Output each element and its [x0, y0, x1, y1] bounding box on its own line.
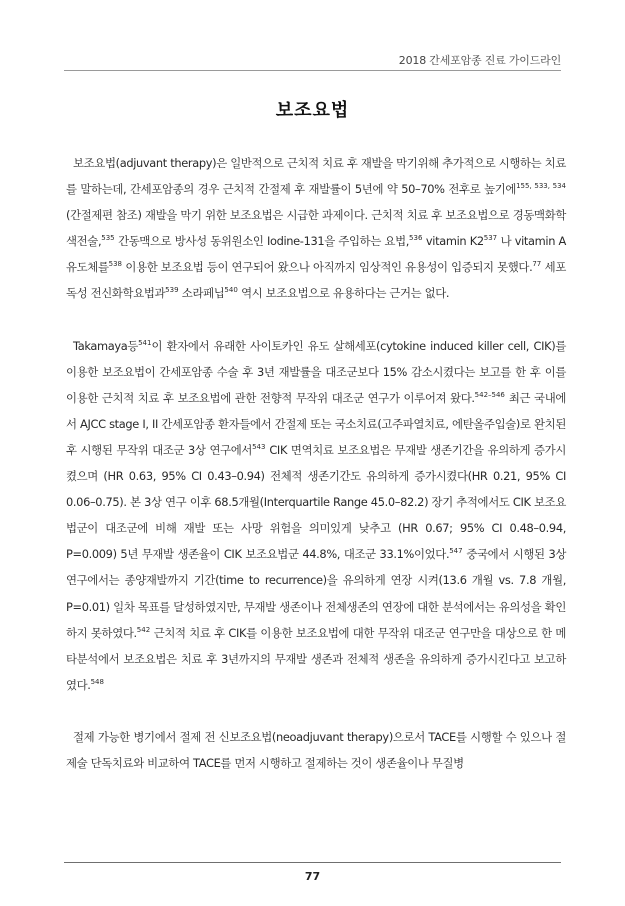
citation-superscript: 542–546 — [474, 390, 505, 399]
text-run: Takamaya등 — [73, 338, 139, 353]
text-run: 최근 국내에서 AJCC stage I, II 간세포암종 환자들에서 간절제 또는 국소치료(고주파열치료, 에탄올주입술)로 완치된 후 시행된 무작위 대조군 3상 연구에서 — [66, 390, 567, 457]
citation-superscript: 543 — [252, 442, 266, 451]
text-run: 보조요법(adjuvant therapy)은 일반적으로 근치적 치료 후 재발을 막기위해 추가적으로 시행하는 치료를 말하는데, 간세포암종의 경우 근치적 간절제 후 재발률이 5년에 약 50–70% 전후로 높기에 — [66, 156, 566, 197]
citation-superscript: 547 — [449, 547, 463, 556]
text-run: 이용한 보조요법 등이 연구되어 왔으나 아직까지 임상적인 유용성이 입증되지 못했다. — [122, 260, 533, 275]
text-run: 간동맥으로 방사성 동위원소인 Iodine-131을 주입하는 요법, — [114, 234, 410, 249]
text-run: 근치적 치료 후 CIK를 이용한 보조요법에 대한 무작위 대조군 연구만을 대상으로 한 메타분석에서 보조요법은 치료 후 3년까지의 무재발 생존과 전체적 생존을 유의하게 증가시킨다고 보고하였다. — [66, 625, 566, 692]
citation-superscript: 537 — [483, 234, 498, 243]
paragraph-neoadjuvant — [66, 724, 566, 776]
section-title: 보조요법 — [275, 100, 350, 121]
citation-superscript: 77 — [532, 260, 542, 269]
citation-superscript: 542 — [136, 625, 151, 634]
running-header: 2018 간세포암종 진료 가이드라인 — [398, 54, 561, 67]
citation-superscript: 541 — [138, 338, 152, 347]
text-run: 소라페닙 — [178, 286, 225, 301]
citation-superscript: 540 — [224, 286, 238, 295]
text-run: (간절제편 참조) 재발을 막기 위한 보조요법은 시급한 과제이다. 근치적 치료 후 보조요법으로 경동맥화학색전술, — [66, 208, 566, 249]
footer-divider — [64, 862, 561, 863]
body-text — [66, 150, 566, 776]
text-run: 절제 가능한 병기에서 절제 전 신보조요법(neoadjuvant therapy)으로서 TACE를 시행할 수 있으나 절제술 단독치료와 비교하여 TACE를 먼저 시행하고 절제하는 것이 생존율이나 무질병 — [66, 729, 566, 770]
text-run: CIK 면역치료 보조요법은 무재발 생존기간을 유의하게 증가시켰으며 (HR 0.63, 95% CI 0.43–0.94) 전체적 생존기간도 유의하게 증가시켰다(HR 0.21, 95% CI 0.06–0.75). 본 3상 연구 이후 68.5개월(Interquartile Range 45.0–82.2) 장기 추적에서도 CIK 보조요법군이 대조군에 비해 재발 또는 사망 위험을 의미있게 낮추고 (HR 0.67; 95% CI 0.48–0.94, P=0.009) 5년 무재발 생존율이 CIK 보조요법군 44.8%, 대조군 33.1%이었다. — [66, 442, 566, 562]
text-run: vitamin K2 — [422, 234, 484, 249]
text-run: 중국에서 시행된 3상 연구에서는 종양재발까지 기간(time to recurrence)을 유의하게 연장 시켜(13.6 개월 vs. 7.8 개월, P=0.01) 일차 목표를 달성하였지만, 무재발 생존이나 전체생존의 연장에 대한 분석에서는 유의성을 확인하지 못하였다. — [66, 547, 567, 640]
text-run: 이 환자에서 유래한 사이토카인 유도 살해세포(cytokine induced killer cell, CIK)를 이용한 보조요법이 간세포암종 수술 후 3년 재발률을 대조군보다 15% 감소시켰다는 보고를 한 후 이를 이용한 근치적 치료 후 보조요법에 관한 전향적 무작위 대조군 연구가 이루어져 왔다. — [66, 338, 566, 405]
paragraph-adjuvant-intro — [66, 150, 566, 307]
text-run: 세포독성 전신화학요법과 — [66, 260, 566, 301]
header-divider — [64, 70, 561, 71]
citation-superscript: 539 — [165, 286, 179, 295]
page-number: 77 — [304, 870, 321, 883]
citation-superscript: 535 — [101, 234, 115, 243]
citation-superscript: 538 — [108, 260, 122, 269]
citation-superscript: 536 — [409, 234, 423, 243]
citation-superscript: 548 — [90, 677, 104, 686]
text-run: 역시 보조요법으로 유용하다는 근거는 없다. — [237, 286, 450, 301]
paragraph-cik-studies — [66, 333, 566, 698]
text-run: 나 vitamin A 유도체를 — [66, 234, 566, 275]
citation-superscript: 155, 533, 534 — [516, 182, 567, 191]
